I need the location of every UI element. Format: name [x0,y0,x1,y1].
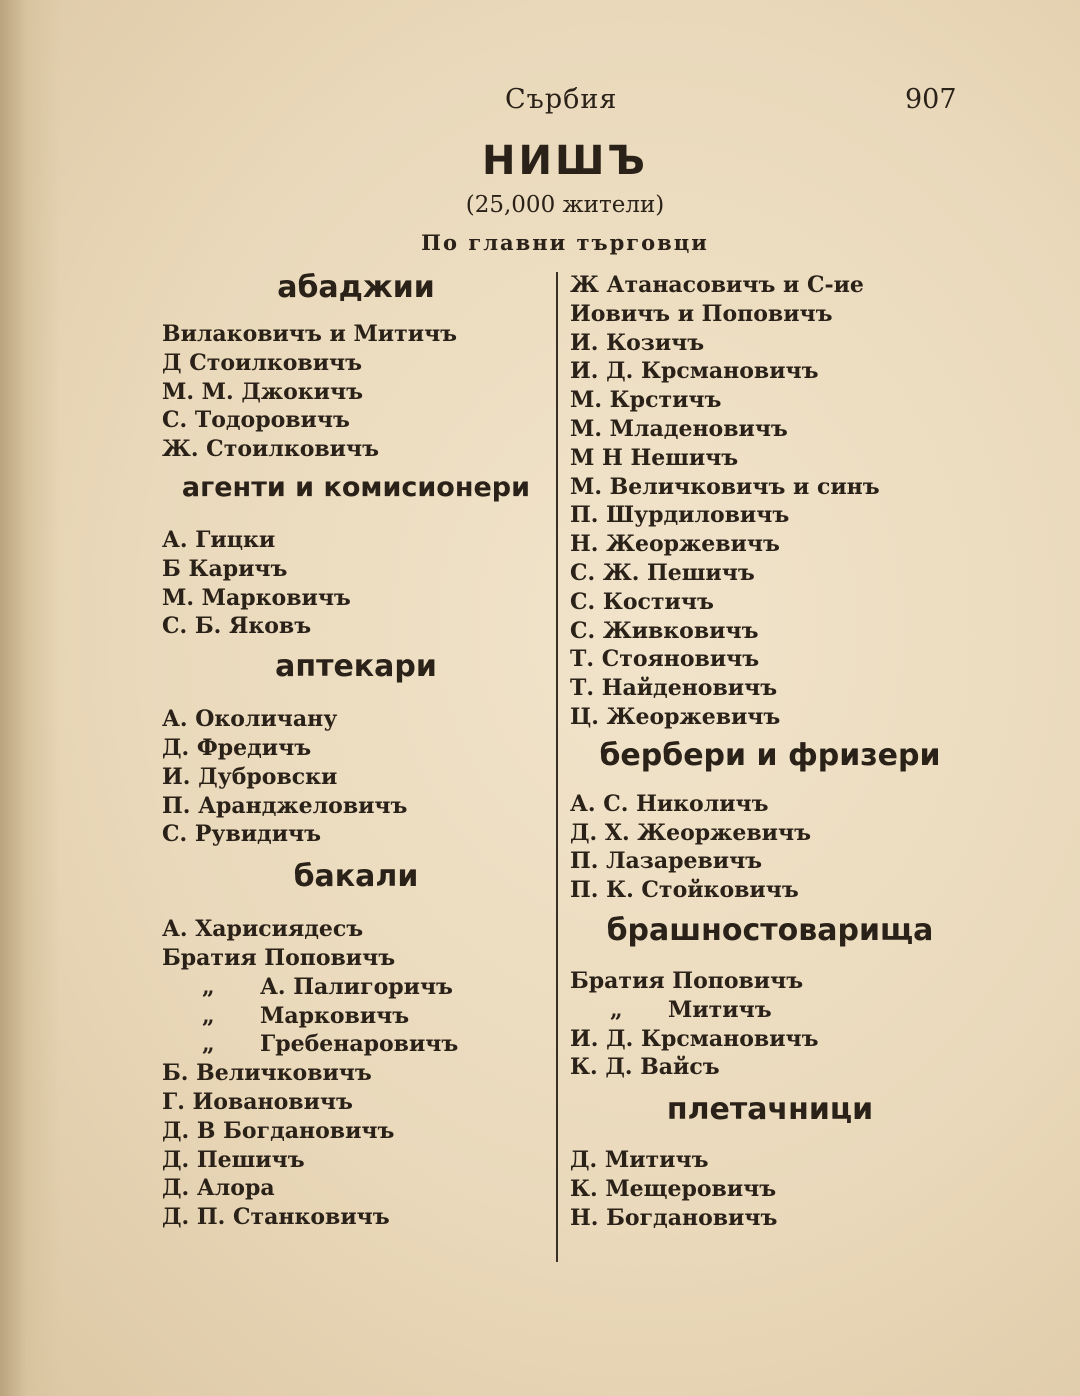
list-item: П. К. Стойковичъ [570,877,799,904]
list-item: Г. Иовановичъ [162,1088,353,1115]
list-item: Д. Митичъ [570,1147,709,1174]
left-column [162,270,550,1232]
list-item: Б Каричъ [162,555,288,582]
list-item: Н. Богдановичъ [570,1204,778,1231]
category-berberi [570,738,970,905]
list-item: М. Младеновичъ [570,415,788,442]
right-column [570,271,970,1233]
list-item: Д. Пешичъ [162,1146,305,1173]
entry-list [162,526,550,641]
list-item: Д. Фредичъ [162,734,312,761]
list-item: П. Аранджеловичъ [162,792,408,819]
list-item: П. Лазаревичъ [570,848,763,875]
ditto-mark: „ [610,996,623,1023]
list-item: М. Крстичъ [570,387,722,414]
list-item [162,1030,550,1059]
city-title: НИШЪ [482,138,648,184]
list-item [162,1002,550,1031]
list-item: М. Величковичъ и синъ [570,473,880,500]
category-title: брашностоварища [606,912,934,948]
list-item: Д. В Богдановичъ [162,1117,395,1144]
list-item: А. Гицки [162,526,276,553]
list-item: И. Д. Крсмановичъ [570,358,819,385]
page-number: 907 [905,84,957,115]
category-title: бакали [293,859,419,895]
list-item: С. Б. Яковъ [162,613,312,640]
list-item: С. Костичъ [570,588,714,615]
entry-list [570,271,970,732]
category-aptekari [162,649,550,849]
list-item [570,996,970,1025]
list-item: Д. Х. Жеоржевичъ [570,819,811,846]
category-title: агенти и комисионери [181,471,531,503]
entry-list [570,790,970,905]
list-item [162,973,550,1002]
list-item: Б. Величковичъ [162,1060,372,1087]
list-item: И. Козичъ [570,329,705,356]
entry-list [570,967,970,1082]
list-item: А. С. Николичъ [570,790,769,817]
ditto-mark: „ [202,1002,215,1029]
section-subtitle: По главни търговци [421,230,709,255]
list-item: Братия Поповичъ [570,967,804,994]
city-population: (25,000 жители) [465,192,665,218]
list-item: Вилаковичъ и Митичъ [162,321,458,347]
list-item: Братия Поповичъ [162,944,396,971]
category-bakali-continued [570,271,970,732]
entry-text: Марковичъ [260,1002,410,1029]
category-abadzhii [162,270,550,464]
list-item: И. Дубровски [162,763,338,790]
list-item: М. Марковичъ [162,584,351,611]
list-item: С. Живковичъ [570,617,759,644]
category-pletachnitsi [570,1092,970,1232]
list-item: Н. Жеоржевичъ [570,531,780,558]
entry-text: Митичъ [668,996,772,1023]
list-item: М. М. Джокичъ [162,378,363,405]
list-item: А. Харисиядесъ [162,916,364,943]
list-item: К. Мещеровичъ [570,1175,777,1202]
list-item: Т. Стояновичъ [570,646,760,673]
list-item: К. Д. Вайсъ [570,1054,720,1081]
list-item: Д. Алора [162,1175,275,1202]
entry-list [162,705,550,849]
running-head [0,84,1080,124]
category-bakali [162,859,550,1232]
ditto-mark: „ [202,1031,215,1058]
list-item: П. Шурдиловичъ [570,502,790,529]
list-item: Д Стоилковичъ [162,349,363,376]
category-title: аптекари [275,649,437,685]
category-title: бербери и фризери [599,737,941,773]
list-item: С. Ж. Пешичъ [570,559,755,586]
entry-list [570,1146,970,1232]
running-head-country: Сърбия [505,84,618,115]
list-item: С. Тодоровичъ [162,407,350,434]
list-item: А. Околичану [162,706,338,733]
list-item: И. Д. Крсмановичъ [570,1025,819,1052]
list-item: Ц. Жеоржевичъ [570,703,781,730]
category-title: плетачници [666,1092,874,1128]
ditto-mark: „ [202,973,215,1000]
column-divider [556,272,558,1262]
list-item: С. Рувидичъ [162,821,322,848]
category-brashnostovarishta [570,913,970,1082]
list-item: Ж Атанасовичъ и С-ие [570,272,864,298]
entry-text: А. Палигоричъ [260,973,453,1000]
entry-list [162,320,550,464]
list-item: Т. Найденовичъ [570,675,778,702]
category-agenti [162,470,550,641]
list-item: М Н Нешичъ [570,444,739,471]
category-title: абаджии [277,270,435,305]
list-item: Иовичъ и Поповичъ [570,300,833,327]
entry-list [162,915,550,1232]
list-item: Д. П. Станковичъ [162,1204,390,1231]
entry-text: Гребенаровичъ [260,1031,459,1058]
list-item: Ж. Стоилковичъ [162,436,379,463]
